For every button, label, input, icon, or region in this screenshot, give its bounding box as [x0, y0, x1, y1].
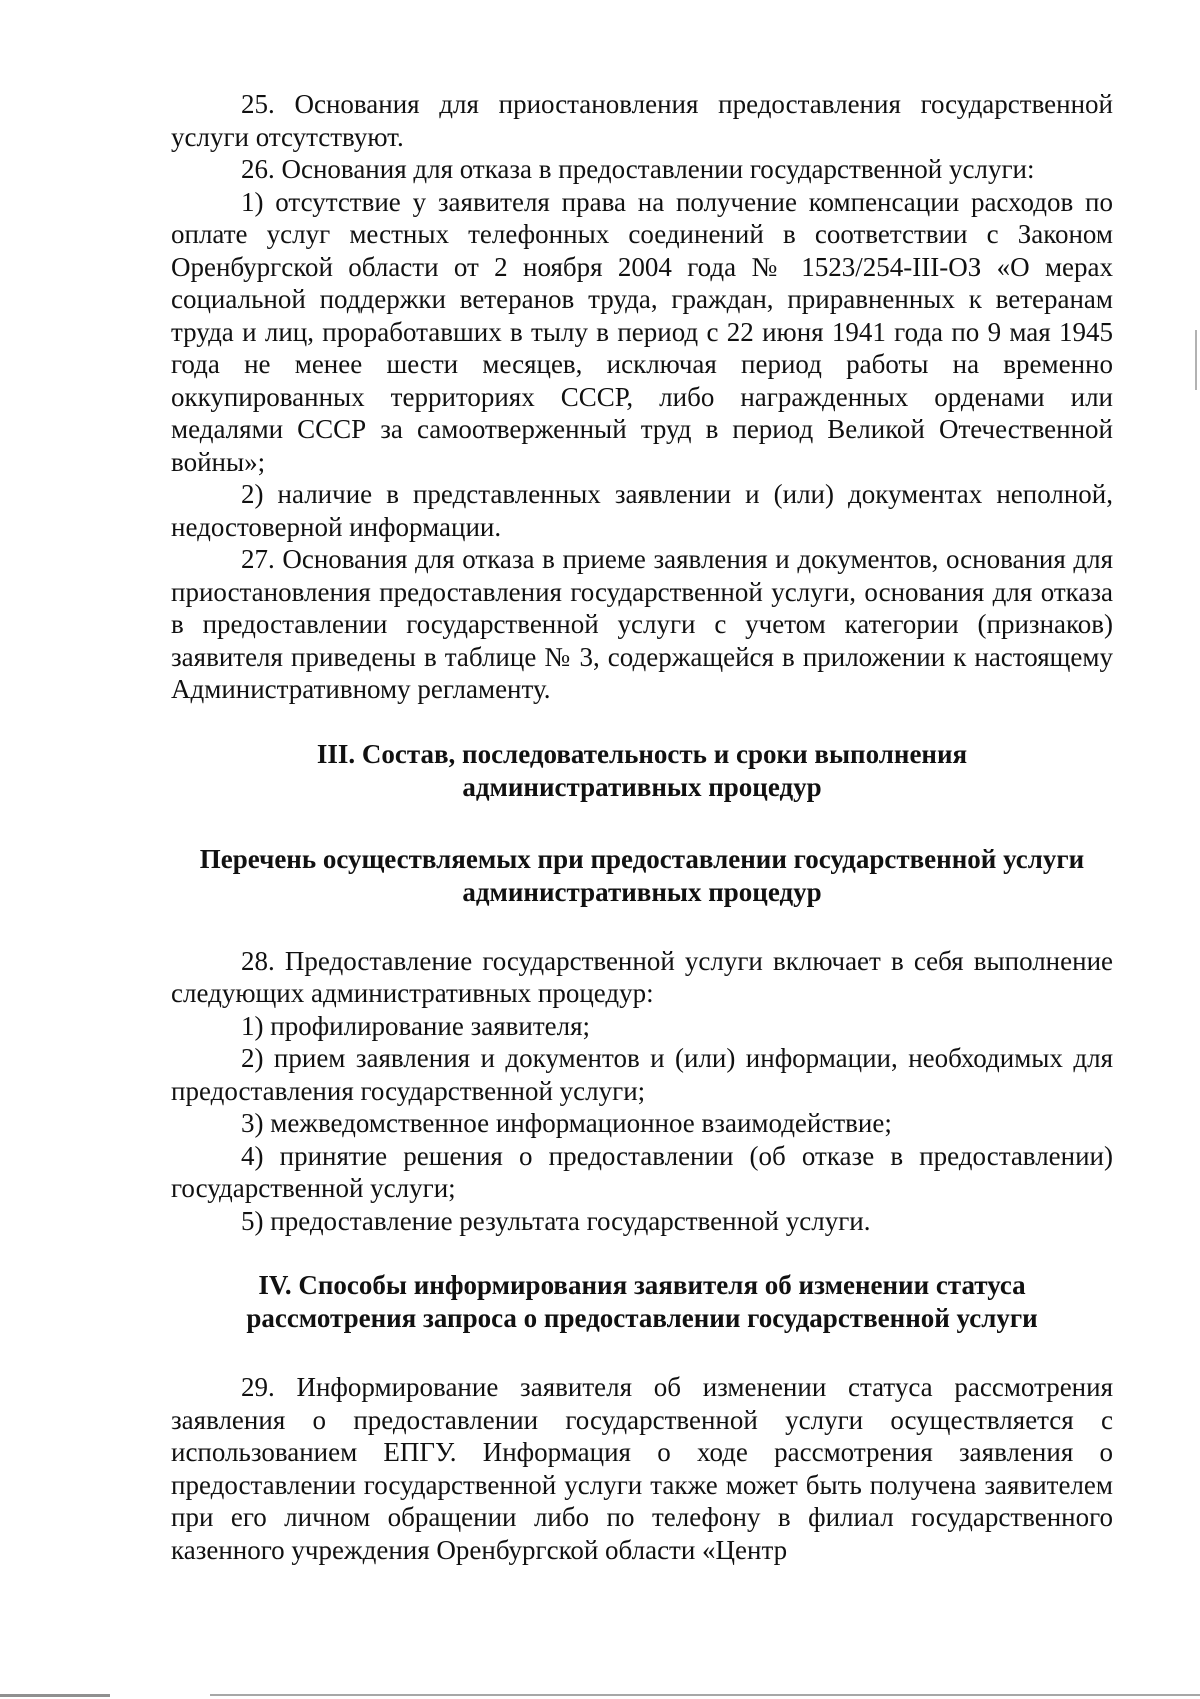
paragraph-28-item-4: 4) принятие решения о предоставлении (об отказе в предоставлении) государственной услуги;	[171, 1140, 1113, 1203]
paragraph-26-item-2: 2) наличие в представленных заявлении и (или) документах неполной, недостоверной информации.	[171, 479, 1113, 542]
paragraph-28-item-5: 5) предоставление результата государственной услуги.	[241, 1205, 871, 1236]
paragraph-27: 27. Основания для отказа в приеме заявления и документов, основания для приостановления предоставления государственной услуги, основания для отказа в предоставлении государственной услуги с учетом категории (признаков) заявителя приведены в таблице № 3, содержащейся в приложении к настоящему Административному регламенту.	[171, 544, 1113, 704]
section-3-heading-line-1: III. Состав, последовательность и сроки выполнения	[316, 738, 968, 769]
section-3-subheading-line-2: административных процедур	[462, 876, 822, 907]
section-3-subheading	[171, 843, 1113, 909]
paragraph-28-item-2: 2) прием заявления и документов и (или) информации, необходимых для предоставления государственной услуги;	[171, 1043, 1113, 1106]
paragraph-28: 28. Предоставление государственной услуги включает в себя выполнение следующих административных процедур:	[171, 945, 1113, 1008]
paragraph-26: 26. Основания для отказа в предоставлении государственной услуги:	[241, 154, 1035, 184]
paragraph-25: 25. Основания для приостановления предоставления государственной услуги отсутствуют.	[171, 89, 1113, 152]
section-3-subheading-line-1: Перечень осуществляемых при предоставлении государственной услуги	[199, 843, 1085, 874]
section-4-heading-line-2: рассмотрения запроса о предоставлении государственной услуги	[246, 1303, 1038, 1333]
paragraph-28-item-1: 1) профилирование заявителя;	[241, 1010, 591, 1041]
section-4-heading	[171, 1269, 1113, 1335]
paragraph-29: 29. Информирование заявителя об изменении статуса рассмотрения заявления о предоставлении государственной услуги осуществляется с использованием ЕПГУ. Информация о ходе рассмотрения заявления о предоставлении государственной услуги также может быть получена заявителем при его личном обращении либо по телефону в филиал государственного казенного учреждения Оренбургской области «Центр	[171, 1372, 1113, 1565]
paragraph-26-item-1: 1) отсутствие у заявителя права на получение компенсации расходов по оплате услуг местных телефонных соединений в соответствии с Законом Оренбургской области от 2 ноября 2004 года № 1523/254-III-ОЗ «О мерах социальной поддержки ветеранов труда, граждан, приравненных к ветеранам труда и лиц, проработавших в тылу в период с 22 июня 1941 года по 9 мая 1945 года не менее шести месяцев, исключая период работы на временно оккупированных территориях СССР, либо награжденных орденами или медалями СССР за самоотверженный труд в период Великой Отечественной войны»;	[171, 186, 1113, 477]
scan-edge-mark-right	[1195, 330, 1197, 390]
section-4-heading-line-1: IV. Способы информирования заявителя об изменении статуса	[258, 1270, 1026, 1300]
section-3-heading-line-2: административных процедур	[462, 771, 822, 802]
paragraph-28-item-3: 3) межведомственное информационное взаимодействие;	[241, 1108, 892, 1138]
scan-edge-mark-bottom	[0, 1694, 110, 1697]
scan-edge-mark-bottom-2	[210, 1694, 1200, 1696]
document-body	[171, 88, 1113, 1566]
section-3-heading	[171, 738, 1113, 804]
